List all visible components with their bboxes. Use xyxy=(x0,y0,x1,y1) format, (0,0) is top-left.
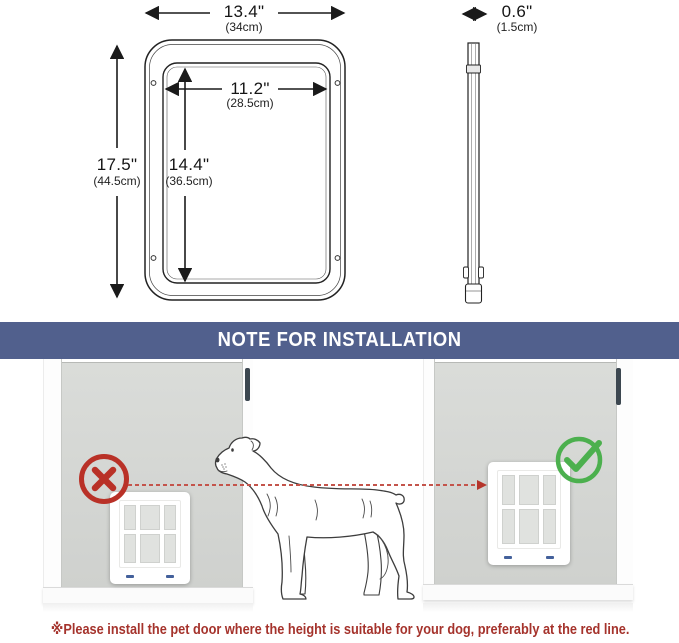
outer-height-inches: 17.5" xyxy=(96,155,138,174)
pet-door-pane xyxy=(502,509,515,544)
outer-width-metric: (34cm) xyxy=(225,20,263,34)
side-thickness-inches: 0.6" xyxy=(501,2,533,21)
outer-width-inches: 13.4" xyxy=(223,2,265,21)
screw-hole xyxy=(151,256,156,261)
note-banner xyxy=(0,322,679,359)
pet-door-pane xyxy=(164,534,176,563)
pet-door-latch xyxy=(546,556,554,559)
pet-door-latch xyxy=(126,575,134,578)
installation-note: ※Please install the pet door where the height is suitable for your dog, preferably at the red line. xyxy=(50,621,630,638)
wrong-x-icon xyxy=(76,452,132,508)
pet-door-pane xyxy=(164,505,176,530)
height-guide-line xyxy=(128,484,479,486)
pet-door-latch xyxy=(504,556,512,559)
pet-door-pane xyxy=(124,505,136,530)
pet-door-pane xyxy=(502,475,515,505)
correct-check-icon xyxy=(552,434,610,486)
inner-width-metric: (28.5cm) xyxy=(226,96,274,110)
inner-height-inches: 14.4" xyxy=(168,155,210,174)
floor xyxy=(423,603,633,612)
dog-eye xyxy=(231,448,234,452)
door-stile xyxy=(43,359,62,588)
side-view-profile xyxy=(464,43,484,303)
pet-door-pane xyxy=(140,534,160,563)
pet-door-pane xyxy=(519,475,539,505)
pet-door-flap xyxy=(119,500,181,568)
side-base xyxy=(466,284,482,303)
side-latch-tab xyxy=(479,267,484,278)
banner-title: NOTE FOR INSTALLATION xyxy=(217,329,462,351)
door-sill xyxy=(423,584,633,600)
door-handle xyxy=(245,368,250,401)
inner-height-metric: (36.5cm) xyxy=(165,174,213,188)
guide-arrow-icon xyxy=(477,480,487,490)
dog-nose xyxy=(216,458,220,463)
dog-illustration xyxy=(212,436,427,606)
screw-hole xyxy=(335,81,340,86)
pet-door-pane xyxy=(519,509,539,544)
screw-hole xyxy=(335,256,340,261)
side-thickness-metric: (1.5cm) xyxy=(496,20,538,34)
inner-width-inches: 11.2" xyxy=(230,79,270,98)
pet-door-pane xyxy=(124,534,136,563)
door-handle xyxy=(616,368,621,405)
side-clip-detail xyxy=(467,65,481,73)
pet-door-pane xyxy=(543,509,556,544)
pet-door-pane xyxy=(140,505,160,530)
outer-height-metric: (44.5cm) xyxy=(93,174,141,188)
pet-door-latch xyxy=(166,575,174,578)
screw-hole xyxy=(151,81,156,86)
side-latch-tab xyxy=(464,267,469,278)
